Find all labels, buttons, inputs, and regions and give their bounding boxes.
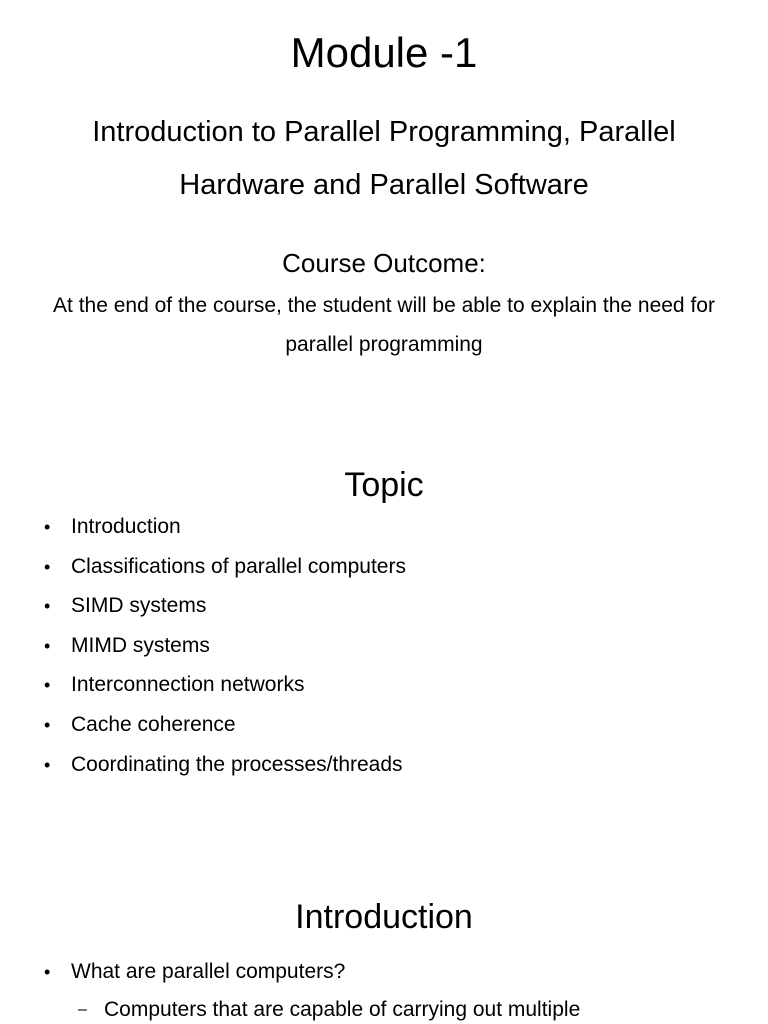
topic-item-text: Introduction bbox=[71, 515, 181, 538]
topic-item-text: Coordinating the processes/threads bbox=[71, 752, 403, 776]
module-subtitle bbox=[0, 106, 768, 212]
introduction-sub-item-text: Computers that are capable of carrying out multiple bbox=[104, 998, 581, 1021]
list-item bbox=[0, 554, 406, 594]
course-outcome-text: At the end of the course, the student will be able to explain the need for parallel programming bbox=[53, 294, 715, 356]
bullet-icon: • bbox=[44, 675, 51, 696]
topic-item-text: Classifications of parallel computers bbox=[71, 554, 406, 578]
topic-item-text: SIMD systems bbox=[71, 594, 207, 618]
list-item bbox=[0, 712, 406, 752]
topic-item-text: Cache coherence bbox=[71, 712, 236, 736]
bullet-icon: • bbox=[44, 556, 51, 577]
list-item bbox=[0, 514, 406, 554]
list-item bbox=[0, 959, 345, 999]
topic-item-text: Interconnection networks bbox=[71, 673, 305, 697]
module-title: Module -1 bbox=[290, 29, 478, 76]
introduction-list bbox=[0, 959, 345, 999]
bullet-icon: • bbox=[44, 962, 51, 982]
bullet-icon: • bbox=[44, 754, 51, 775]
topic-item-text: MIMD systems bbox=[71, 633, 210, 657]
course-outcome-heading: Course Outcome: bbox=[282, 248, 486, 278]
dash-icon: – bbox=[78, 1001, 87, 1018]
introduction-heading: Introduction bbox=[295, 898, 473, 936]
list-item bbox=[0, 752, 406, 792]
topic-list bbox=[0, 514, 406, 791]
list-item bbox=[0, 593, 406, 633]
bullet-icon: • bbox=[44, 517, 51, 537]
bullet-icon: • bbox=[44, 635, 51, 656]
bullet-icon: • bbox=[44, 596, 51, 617]
topic-heading: Topic bbox=[344, 466, 424, 504]
list-item bbox=[0, 672, 406, 712]
list-item bbox=[0, 633, 406, 673]
bullet-icon: • bbox=[44, 714, 51, 735]
subtitle-line-2: Hardware and Parallel Software bbox=[179, 169, 589, 201]
subtitle-line-1: Introduction to Parallel Programming, Parallel bbox=[92, 116, 676, 148]
introduction-item-text: What are parallel computers? bbox=[71, 960, 346, 983]
